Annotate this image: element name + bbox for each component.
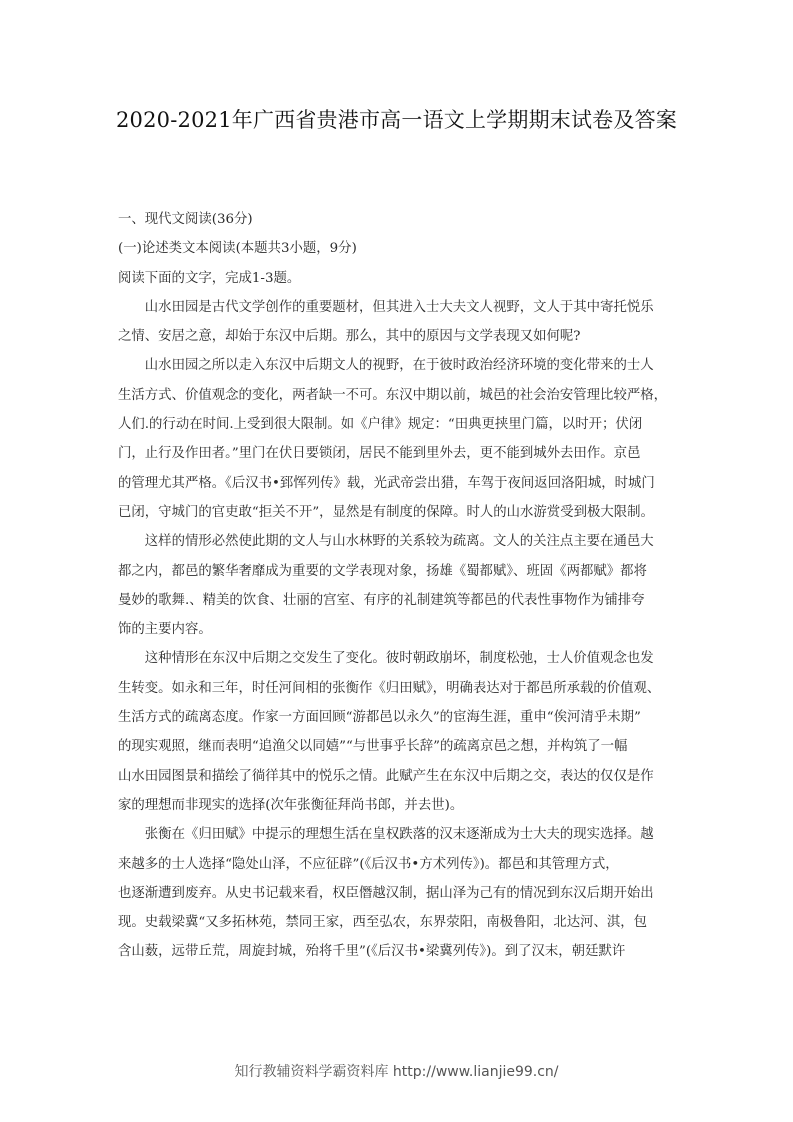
paragraph-5: [118, 820, 684, 966]
paragraph-3: [118, 527, 684, 644]
paragraph-line: 已闭，守城门的官吏敢“拒关不开”，显然是有制度的保障。时人的山水游赏受到极大限制。: [118, 504, 654, 520]
paragraph-line: 生活方式的疏离态度。作家一方面回顾“游都邑以永久”的宦海生涯，重申“俟河清乎未期”: [118, 710, 641, 726]
subsection-heading: (一)论述类文本阅读(本题共3小题，9分): [118, 241, 357, 257]
paragraph-line: 也逐渐遭到废弃。从史书记载来看，权臣僭越汉制，据山泽为己有的情况到东汉后期开始出: [118, 885, 654, 901]
paragraph-line: 的现实观照，继而表明“追渔父以同嬉”“与世事乎长辞”的疏离京邑之想，并构筑了一幅: [118, 739, 628, 755]
paragraph-line: 人们.的行动在时间.上受到很大限制。如《户律》规定：“田典更挟里门篇，以时开；伏闭: [118, 417, 643, 433]
document-body: [118, 205, 684, 967]
section-heading: 一、现代文阅读(36分): [118, 212, 253, 227]
paragraph-line: 张衡在《归田赋》中提示的理想生活在皇权跌落的汉末逐渐成为士大夫的现实选择。越: [144, 827, 654, 843]
paragraph-line: 这样的情形必然使此期的文人与山水林野的关系较为疏离。文人的关注点主要在通邑大: [144, 534, 654, 550]
paragraph-line: 山水田园是古代文学创作的重要题材，但其进入士大夫文人视野，文人于其中寄托悦乐: [144, 299, 654, 315]
paragraph-line: 这种情形在东汉中后期之交发生了变化。彼时朝政崩坏，制度松弛，士人价值观念也发: [144, 651, 654, 667]
watermark-footer: 知行教辅资料学霸资料库 http://www.lianjie99.cn/: [234, 1064, 559, 1080]
paragraph-line: 来越多的士人选择“隐处山泽，不应征辟”(《后汉书•方术列传》)。都邑和其管理方式，: [118, 856, 619, 872]
paragraph-line: 现。史载梁冀“又多拓林苑，禁同王家，西至弘农，东界荥阳，南极鲁阳，北达河、淇，包: [118, 915, 648, 931]
paragraph-4: [118, 644, 684, 820]
paragraph-line: 山水田园之所以走入东汉中后期文人的视野，在于彼时政治经济环境的变化带来的士人: [144, 358, 654, 374]
paragraph-line: 含山薮，远带丘荒，周旋封城，殆将千里”(《后汉书•梁冀列传》)。到了汉末，朝廷默许: [118, 944, 626, 960]
paragraph-line: 都之内，都邑的繁华奢靡成为重要的文学表现对象，扬雄《蜀都赋》、班固《两都赋》都将: [118, 563, 647, 579]
paragraph-line: 家的理想而非现实的选择(次年张衡征拜尚书郎，并去世)。: [118, 797, 464, 813]
paragraph-line: 生活方式、价值观念的变化，两者缺一不可。东汉中期以前，城邑的社会治安管理比较严格，: [118, 387, 668, 403]
paragraph-line: 的管理尤其严格。《后汉书•郅恽列传》载，光武帝尝出猎，车驾于夜间返回洛阳城，时城门: [118, 475, 655, 491]
paragraph-1: [118, 293, 684, 352]
paragraph-line: 曼妙的歌舞.、精美的饮食、壮丽的宫室、有序的礼制建筑等都邑的代表性事物作为铺排夸: [118, 592, 645, 608]
paragraph-line: 山水田园图景和描绘了徜徉其中的悦乐之情。此赋产生在东汉中后期之交，表达的仅仅是作: [118, 768, 654, 784]
paragraph-line: 门，止行及作田者。”里门在伏日要锁闭，居民不能到里外去，更不能到城外去田作。京邑: [118, 446, 641, 462]
paragraph-line: 饰的主要内容。: [118, 622, 212, 638]
paragraph-line: 之情、安居之意，却始于东汉中后期。那么，其中的原因与文学表现又如何呢?: [118, 329, 581, 345]
reading-instruction: 阅读下面的文字，完成1-3题。: [118, 270, 301, 286]
document-title: 2020-2021年广西省贵港市高一语文上学期期末试卷及答案: [116, 108, 677, 132]
paragraph-line: 生转变。如永和三年，时任河间相的张衡作《归田赋》，明确表达对于都邑所承载的价值观、: [118, 680, 661, 696]
paragraph-2: [118, 351, 684, 527]
